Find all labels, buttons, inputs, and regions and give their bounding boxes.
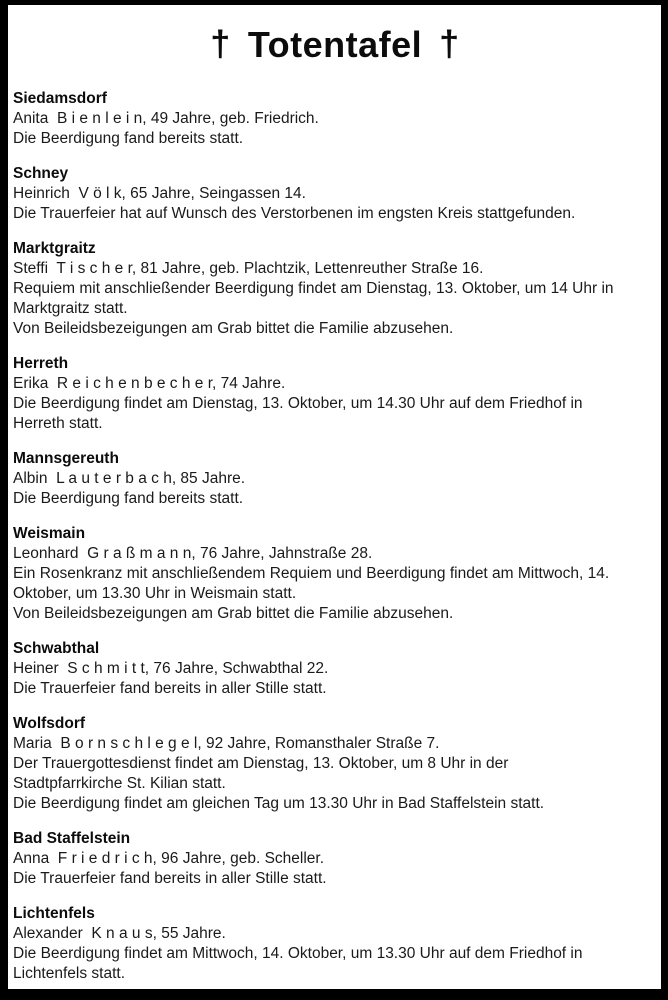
entry-line: Die Trauerfeier fand bereits in aller Stille statt. xyxy=(13,680,327,697)
entry-line: Albin L a u t e r b a c h, 85 Jahre. xyxy=(13,470,246,487)
entry-line: Oktober, um 13.30 Uhr in Weismain statt. xyxy=(13,585,297,602)
entry-line: Marktgraitz statt. xyxy=(13,300,128,317)
entry-line: Die Beerdigung findet am Mittwoch, 14. Oktober, um 13.30 Uhr auf dem Friedhof in xyxy=(13,945,583,962)
entry-line: Erika R e i c h e n b e c h e r, 74 Jahre. xyxy=(13,375,286,392)
entry-line: Heiner S c h m i t t, 76 Jahre, Schwabthal 22. xyxy=(13,660,329,677)
entry-line: Lichtenfels statt. xyxy=(13,965,126,982)
page-title xyxy=(13,22,657,68)
town-heading: Mannsgereuth xyxy=(13,450,119,467)
town-heading: Wolfsdorf xyxy=(13,715,86,732)
entry-line: Maria B o r n s c h l e g e l, 92 Jahre, Romansthaler Straße 7. xyxy=(13,735,440,752)
entry-line: Anna F r i e d r i c h, 96 Jahre, geb. Scheller. xyxy=(13,850,325,867)
obituary-entry xyxy=(13,524,657,624)
town-heading: Herreth xyxy=(13,355,69,372)
town-heading: Schwabthal xyxy=(13,640,100,657)
obituary-entry xyxy=(13,89,657,149)
cross-left-icon: † xyxy=(210,23,231,64)
obituary-entry xyxy=(13,164,657,224)
town-heading: Marktgraitz xyxy=(13,240,96,257)
obituary-entry xyxy=(13,449,657,509)
obituary-entry xyxy=(13,639,657,699)
town-heading: Siedamsdorf xyxy=(13,90,107,107)
entry-line: Herreth statt. xyxy=(13,415,103,432)
cross-right-icon: † xyxy=(439,23,460,64)
entry-line: Ein Rosenkranz mit anschließendem Requiem und Beerdigung findet am Mittwoch, 14. xyxy=(13,565,610,582)
totentafel-notice-page xyxy=(8,5,661,989)
entry-line: Die Trauerfeier fand bereits in aller Stille statt. xyxy=(13,870,327,887)
entry-line: Stadtpfarrkirche St. Kilian statt. xyxy=(13,775,226,792)
entry-line: Von Beileidsbezeigungen am Grab bittet die Familie abzusehen. xyxy=(13,605,454,622)
entry-line: Steffi T i s c h e r, 81 Jahre, geb. Plachtzik, Lettenreuther Straße 16. xyxy=(13,260,484,277)
entry-line: Die Beerdigung fand bereits statt. xyxy=(13,490,244,507)
entry-line: Die Beerdigung fand bereits statt. xyxy=(13,130,244,147)
entry-line: Die Beerdigung findet am gleichen Tag um 13.30 Uhr in Bad Staffelstein statt. xyxy=(13,795,545,812)
obituary-entry xyxy=(13,904,657,984)
entry-line: Die Beerdigung findet am Dienstag, 13. Oktober, um 14.30 Uhr auf dem Friedhof in xyxy=(13,395,583,412)
entry-line: Leonhard G r a ß m a n n, 76 Jahre, Jahnstraße 28. xyxy=(13,545,373,562)
entry-line: Von Beileidsbezeigungen am Grab bittet die Familie abzusehen. xyxy=(13,320,454,337)
page-title-text: Totentafel xyxy=(247,24,423,65)
town-heading: Lichtenfels xyxy=(13,905,95,922)
obituary-entry xyxy=(13,829,657,889)
obituary-entry xyxy=(13,354,657,434)
entry-line: Heinrich V ö l k, 65 Jahre, Seingassen 14. xyxy=(13,185,306,202)
entry-line: Alexander K n a u s, 55 Jahre. xyxy=(13,925,226,942)
town-heading: Schney xyxy=(13,165,69,182)
entry-line: Die Trauerfeier hat auf Wunsch des Verstorbenen im engsten Kreis stattgefunden. xyxy=(13,205,576,222)
obituary-entry xyxy=(13,714,657,814)
entry-line: Requiem mit anschließender Beerdigung findet am Dienstag, 13. Oktober, um 14 Uhr in xyxy=(13,280,614,297)
entry-line: Anita B i e n l e i n, 49 Jahre, geb. Friedrich. xyxy=(13,110,319,127)
obituary-entry xyxy=(13,239,657,339)
entry-line: Der Trauergottesdienst findet am Dienstag, 13. Oktober, um 8 Uhr in der xyxy=(13,755,509,772)
obituary-list xyxy=(13,89,657,984)
town-heading: Weismain xyxy=(13,525,86,542)
town-heading: Bad Staffelstein xyxy=(13,830,131,847)
